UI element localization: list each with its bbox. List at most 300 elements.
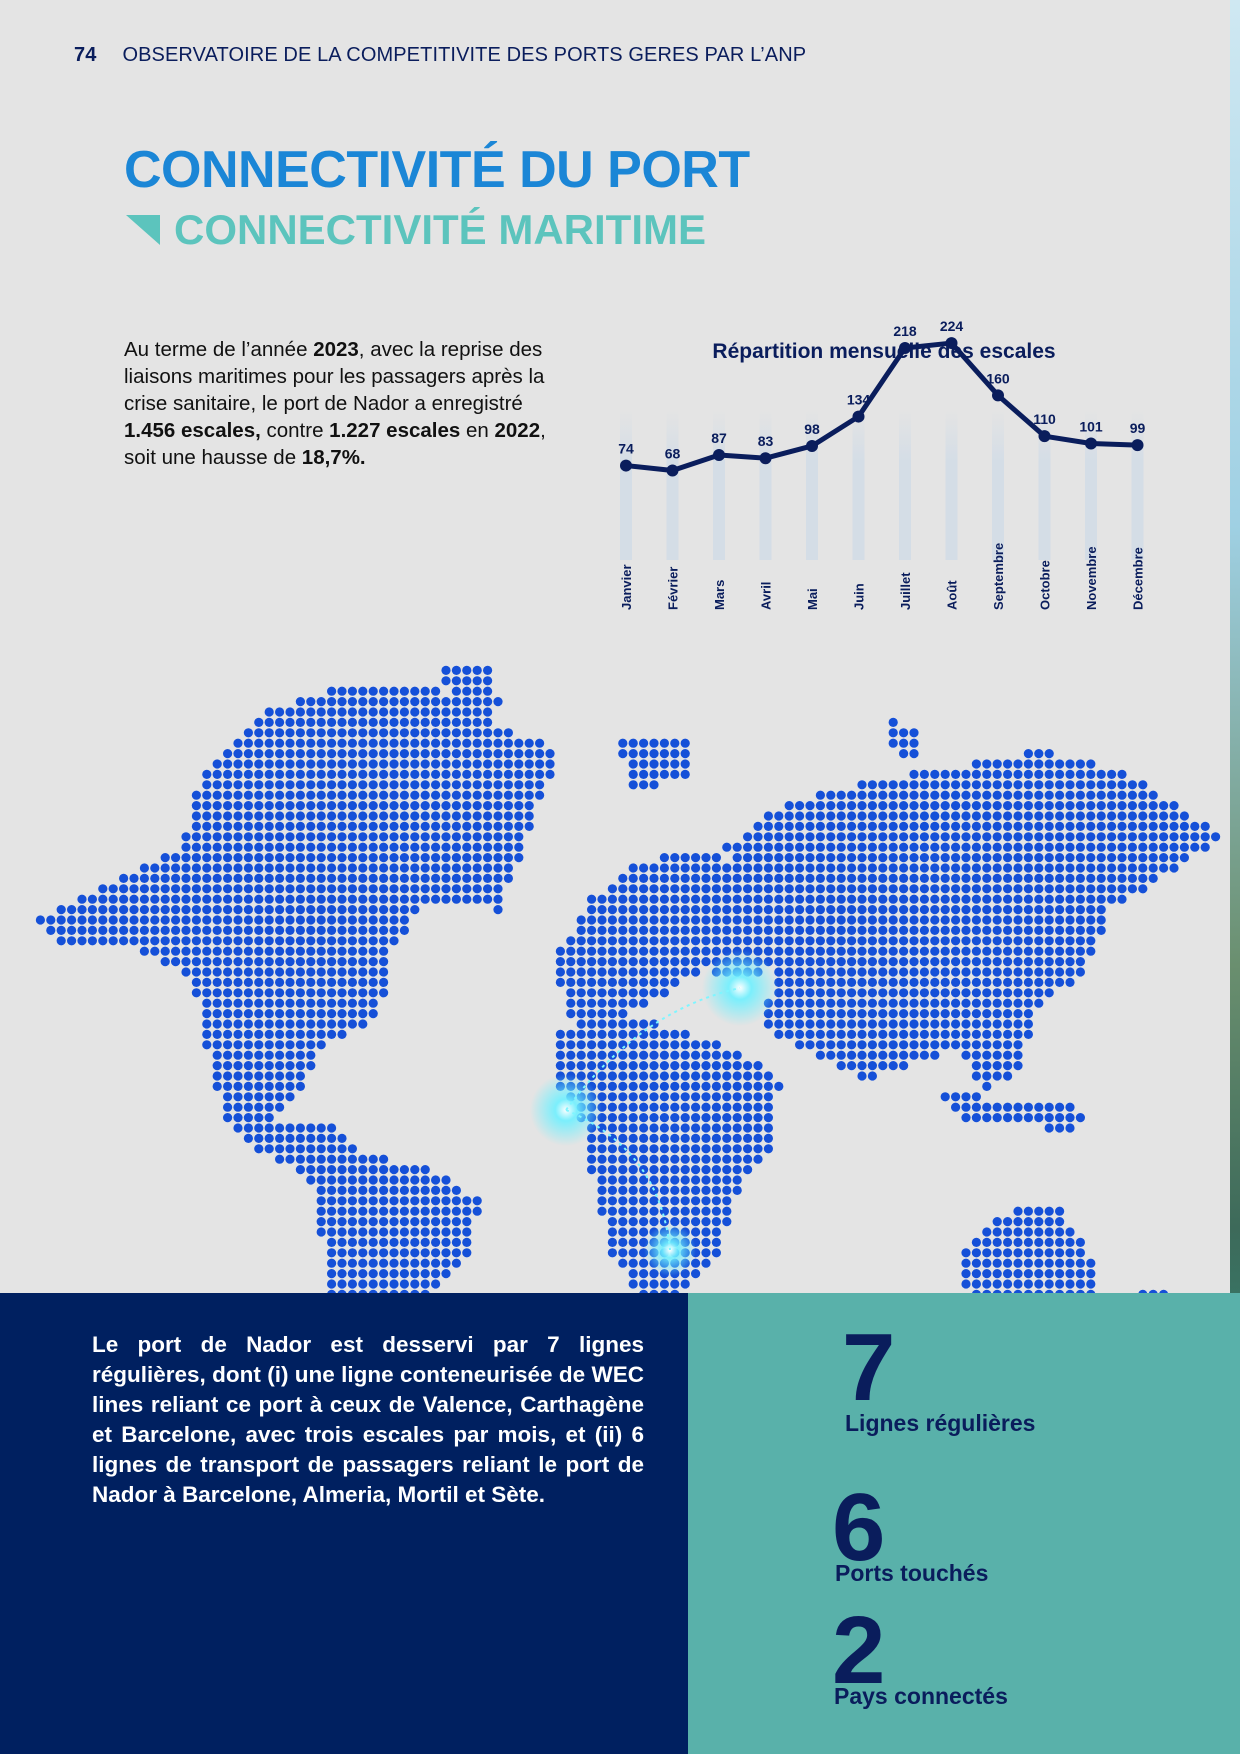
map-dot — [213, 791, 222, 800]
map-dot — [1013, 1207, 1022, 1216]
map-dot — [306, 1061, 315, 1070]
map-dot — [202, 1009, 211, 1018]
map-dot — [608, 1217, 617, 1226]
map-dot — [597, 1155, 606, 1164]
map-dot — [857, 999, 866, 1008]
map-dot — [816, 811, 825, 820]
map-dot — [899, 905, 908, 914]
lines-description: Le port de Nador est desservi par 7 lignes régulières, dont (i) une ligne conteneurisée de WEC lines reliant ce port à ceux de Valence, Carthagène et Barcelone, avec trois escales par mois, et (ii) 6 lignes de transport de passagers reliant le port de Nador à Barcelone, Almeria, Mortil et Sète. — [92, 1332, 644, 1507]
map-dot — [753, 1071, 762, 1080]
map-dot — [1045, 1103, 1054, 1112]
map-dot — [805, 988, 814, 997]
map-dot — [504, 728, 513, 737]
map-dot — [982, 853, 991, 862]
map-dot — [285, 978, 294, 987]
map-dot — [285, 791, 294, 800]
map-dot — [681, 926, 690, 935]
map-dot — [993, 832, 1002, 841]
map-dot — [296, 1144, 305, 1153]
map-dot — [753, 874, 762, 883]
map-dot — [681, 1040, 690, 1049]
map-dot — [1107, 832, 1116, 841]
intro-text: , avec la reprise des liaisons maritimes pour les passagers après la crise sanitaire, le port de Nador a enregistré — [124, 338, 545, 415]
map-dot — [317, 1175, 326, 1184]
map-dot — [306, 832, 315, 841]
map-dot — [930, 936, 939, 945]
map-dot — [379, 1186, 388, 1195]
map-dot — [379, 915, 388, 924]
map-dot — [410, 863, 419, 872]
map-dot — [660, 915, 669, 924]
data-point — [620, 460, 632, 472]
map-dot — [275, 1103, 284, 1112]
map-dot — [202, 895, 211, 904]
map-dot — [930, 926, 939, 935]
map-dot — [961, 874, 970, 883]
map-dot — [254, 915, 263, 924]
map-dot — [358, 1175, 367, 1184]
map-dot — [701, 905, 710, 914]
map-dot — [389, 1259, 398, 1268]
map-dot — [587, 947, 596, 956]
map-dot — [358, 947, 367, 956]
map-dot — [639, 1082, 648, 1091]
map-dot — [317, 853, 326, 862]
map-dot — [629, 1030, 638, 1039]
map-dot — [1086, 843, 1095, 852]
map-dot — [1045, 1259, 1054, 1268]
map-dot — [961, 1259, 970, 1268]
map-dot — [1128, 780, 1137, 789]
map-dot — [369, 759, 378, 768]
map-dot — [1086, 905, 1095, 914]
map-dot — [889, 1061, 898, 1070]
map-dot — [1149, 843, 1158, 852]
map-dot — [109, 926, 118, 935]
map-dot — [462, 811, 471, 820]
map-dot — [774, 874, 783, 883]
map-dot — [691, 1123, 700, 1132]
section-title: CONNECTIVITÉ DU PORT — [124, 141, 750, 199]
map-dot — [982, 905, 991, 914]
map-dot — [504, 874, 513, 883]
map-dot — [909, 749, 918, 758]
map-dot — [1211, 832, 1220, 841]
map-dot — [993, 947, 1002, 956]
map-dot — [369, 728, 378, 737]
map-dot — [462, 666, 471, 675]
map-dot — [296, 905, 305, 914]
map-dot — [358, 759, 367, 768]
map-dot — [358, 1269, 367, 1278]
map-dot — [1024, 1103, 1033, 1112]
map-dot — [254, 1009, 263, 1018]
map-dot — [337, 947, 346, 956]
map-dot — [826, 853, 835, 862]
map-dot — [1149, 863, 1158, 872]
map-dot — [1024, 1019, 1033, 1028]
map-dot — [857, 853, 866, 862]
map-dot — [400, 1238, 409, 1247]
map-dot — [233, 999, 242, 1008]
map-dot — [556, 1030, 565, 1039]
map-dot — [223, 1009, 232, 1018]
map-dot — [837, 1009, 846, 1018]
map-dot — [649, 1279, 658, 1288]
map-dot — [670, 915, 679, 924]
map-dot — [889, 936, 898, 945]
map-dot — [961, 791, 970, 800]
map-dot — [868, 936, 877, 945]
map-dot — [129, 884, 138, 893]
map-dot — [389, 1175, 398, 1184]
map-dot — [1128, 874, 1137, 883]
map-dot — [816, 874, 825, 883]
map-dot — [712, 874, 721, 883]
map-dot — [473, 863, 482, 872]
map-dot — [389, 770, 398, 779]
map-dot — [1138, 832, 1147, 841]
map-dot — [379, 853, 388, 862]
map-dot — [691, 1134, 700, 1143]
map-dot — [192, 988, 201, 997]
map-dot — [597, 1134, 606, 1143]
map-dot — [244, 863, 253, 872]
map-dot — [119, 884, 128, 893]
map-dot — [847, 947, 856, 956]
x-tick-label: Juillet — [898, 572, 913, 610]
data-point — [1039, 430, 1051, 442]
map-dot — [1045, 895, 1054, 904]
map-dot — [473, 739, 482, 748]
map-dot — [930, 853, 939, 862]
map-dot — [878, 1040, 887, 1049]
map-dot — [691, 853, 700, 862]
map-dot — [993, 1071, 1002, 1080]
map-dot — [369, 947, 378, 956]
map-dot — [1013, 1113, 1022, 1122]
map-dot — [358, 1155, 367, 1164]
map-dot — [597, 1175, 606, 1184]
map-dot — [275, 978, 284, 987]
map-dot — [837, 936, 846, 945]
map-dot — [1097, 801, 1106, 810]
map-dot — [462, 687, 471, 696]
map-dot — [389, 780, 398, 789]
map-dot — [410, 749, 419, 758]
map-dot — [930, 967, 939, 976]
map-dot — [1107, 884, 1116, 893]
map-dot — [774, 1030, 783, 1039]
map-dot — [1003, 895, 1012, 904]
map-dot — [431, 1207, 440, 1216]
map-dot — [712, 926, 721, 935]
map-dot — [98, 936, 107, 945]
map-dot — [296, 988, 305, 997]
map-dot — [421, 780, 430, 789]
map-dot — [961, 1248, 970, 1257]
map-dot — [254, 1051, 263, 1060]
map-dot — [400, 780, 409, 789]
map-dot — [358, 905, 367, 914]
map-dot — [722, 874, 731, 883]
map-dot — [722, 884, 731, 893]
map-dot — [358, 791, 367, 800]
map-dot — [150, 947, 159, 956]
map-dot — [254, 905, 263, 914]
map-dot — [847, 1009, 856, 1018]
map-dot — [941, 905, 950, 914]
map-dot — [587, 926, 596, 935]
map-dot — [462, 739, 471, 748]
map-dot — [1003, 780, 1012, 789]
map-dot — [410, 884, 419, 893]
map-dot — [1024, 1207, 1033, 1216]
map-dot — [348, 707, 357, 716]
map-dot — [1045, 926, 1054, 935]
map-dot — [296, 957, 305, 966]
map-dot — [951, 1019, 960, 1028]
map-dot — [951, 947, 960, 956]
map-dot — [805, 811, 814, 820]
map-dot — [140, 936, 149, 945]
map-dot — [733, 1092, 742, 1101]
map-dot — [930, 1051, 939, 1060]
map-dot — [982, 770, 991, 779]
map-dot — [764, 1134, 773, 1143]
map-dot — [681, 1113, 690, 1122]
map-dot — [473, 853, 482, 862]
map-dot — [389, 863, 398, 872]
map-dot — [941, 843, 950, 852]
map-dot — [296, 811, 305, 820]
map-dot — [805, 915, 814, 924]
map-dot — [441, 728, 450, 737]
map-dot — [597, 947, 606, 956]
map-dot — [337, 915, 346, 924]
map-dot — [233, 978, 242, 987]
map-dot — [1013, 791, 1022, 800]
map-dot — [462, 707, 471, 716]
map-dot — [857, 832, 866, 841]
map-dot — [566, 1009, 575, 1018]
map-dot — [369, 967, 378, 976]
map-dot — [483, 718, 492, 727]
map-dot — [972, 988, 981, 997]
map-dot — [223, 759, 232, 768]
map-dot — [317, 759, 326, 768]
map-dot — [743, 895, 752, 904]
map-dot — [327, 759, 336, 768]
map-dot — [233, 915, 242, 924]
map-dot — [379, 1207, 388, 1216]
map-dot — [254, 1040, 263, 1049]
map-dot — [733, 843, 742, 852]
map-dot — [223, 1040, 232, 1049]
map-dot — [379, 895, 388, 904]
map-dot — [743, 926, 752, 935]
map-dot — [57, 936, 66, 945]
map-dot — [681, 957, 690, 966]
map-dot — [618, 1071, 627, 1080]
map-dot — [972, 863, 981, 872]
map-dot — [701, 853, 710, 862]
map-dot — [774, 853, 783, 862]
map-dot — [285, 895, 294, 904]
map-dot — [504, 739, 513, 748]
map-dot — [899, 967, 908, 976]
map-dot — [608, 1113, 617, 1122]
map-dot — [202, 978, 211, 987]
map-dot — [701, 1071, 710, 1080]
map-dot — [899, 811, 908, 820]
map-dot — [764, 884, 773, 893]
map-dot — [285, 967, 294, 976]
map-dot — [296, 1071, 305, 1080]
map-dot — [181, 832, 190, 841]
map-dot — [556, 957, 565, 966]
map-dot — [597, 926, 606, 935]
map-dot — [389, 1269, 398, 1278]
map-dot — [369, 822, 378, 831]
map-dot — [597, 1051, 606, 1060]
map-dot — [1055, 978, 1064, 987]
map-dot — [629, 1071, 638, 1080]
map-dot — [639, 926, 648, 935]
map-dot — [348, 874, 357, 883]
map-dot — [1024, 1217, 1033, 1226]
map-dot — [317, 1196, 326, 1205]
map-dot — [431, 739, 440, 748]
map-dot — [1117, 853, 1126, 862]
map-dot — [961, 1269, 970, 1278]
map-dot — [1024, 780, 1033, 789]
map-dot — [348, 1196, 357, 1205]
map-dot — [701, 1217, 710, 1226]
map-dot — [1117, 843, 1126, 852]
map-dot — [1076, 1113, 1085, 1122]
map-dot — [400, 822, 409, 831]
map-dot — [649, 895, 658, 904]
map-dot — [327, 770, 336, 779]
map-dot — [972, 853, 981, 862]
map-dot — [909, 1040, 918, 1049]
map-dot — [982, 1061, 991, 1070]
map-dot — [1138, 822, 1147, 831]
map-dot — [410, 1207, 419, 1216]
map-dot — [930, 832, 939, 841]
map-dot — [857, 863, 866, 872]
data-label: 101 — [1079, 418, 1103, 435]
x-tick-label: Octobre — [1037, 560, 1053, 610]
map-dot — [379, 957, 388, 966]
map-dot — [618, 936, 627, 945]
map-dot — [452, 780, 461, 789]
map-dot — [348, 947, 357, 956]
map-dot — [483, 791, 492, 800]
map-dot — [327, 707, 336, 716]
map-dot — [670, 1279, 679, 1288]
map-dot — [837, 915, 846, 924]
map-dot — [275, 811, 284, 820]
map-dot — [379, 791, 388, 800]
map-dot — [1045, 863, 1054, 872]
map-dot — [452, 1259, 461, 1268]
map-dot — [837, 801, 846, 810]
map-dot — [597, 1144, 606, 1153]
map-dot — [483, 884, 492, 893]
map-dot — [795, 1040, 804, 1049]
map-dot — [306, 1165, 315, 1174]
map-dot — [930, 988, 939, 997]
map-dot — [1003, 1238, 1012, 1247]
map-dot — [1003, 832, 1012, 841]
map-dot — [670, 874, 679, 883]
map-dot — [535, 739, 544, 748]
map-dot — [868, 791, 877, 800]
map-dot — [161, 874, 170, 883]
map-dot — [379, 1155, 388, 1164]
map-dot — [795, 957, 804, 966]
map-dot — [306, 707, 315, 716]
map-dot — [306, 811, 315, 820]
map-dot — [629, 947, 638, 956]
map-dot — [889, 967, 898, 976]
map-dot — [181, 926, 190, 935]
map-dot — [327, 1165, 336, 1174]
map-dot — [327, 1248, 336, 1257]
map-dot — [816, 832, 825, 841]
map-dot — [244, 780, 253, 789]
map-dot — [275, 1123, 284, 1132]
map-dot — [868, 926, 877, 935]
map-dot — [972, 1092, 981, 1101]
map-dot — [993, 801, 1002, 810]
map-dot — [192, 967, 201, 976]
map-dot — [348, 832, 357, 841]
map-dot — [587, 1040, 596, 1049]
map-dot — [161, 884, 170, 893]
map-dot — [337, 1259, 346, 1268]
map-dot — [785, 863, 794, 872]
map-dot — [1065, 1248, 1074, 1257]
map-dot — [1003, 811, 1012, 820]
map-dot — [98, 905, 107, 914]
map-dot — [566, 1061, 575, 1070]
map-dot — [920, 1040, 929, 1049]
map-dot — [920, 811, 929, 820]
map-dot — [1097, 843, 1106, 852]
map-dot — [233, 863, 242, 872]
map-dot — [358, 811, 367, 820]
map-dot — [462, 895, 471, 904]
map-dot — [608, 884, 617, 893]
map-dot — [306, 1123, 315, 1132]
map-dot — [733, 1155, 742, 1164]
map-dot — [681, 1051, 690, 1060]
map-dot — [774, 863, 783, 872]
map-dot — [764, 1019, 773, 1028]
map-dot — [223, 811, 232, 820]
map-dot — [660, 1082, 669, 1091]
map-dot — [483, 853, 492, 862]
map-dot — [722, 1175, 731, 1184]
map-dot — [77, 895, 86, 904]
map-dot — [1065, 936, 1074, 945]
map-dot — [213, 1051, 222, 1060]
map-dot — [223, 895, 232, 904]
map-dot — [1086, 1259, 1095, 1268]
